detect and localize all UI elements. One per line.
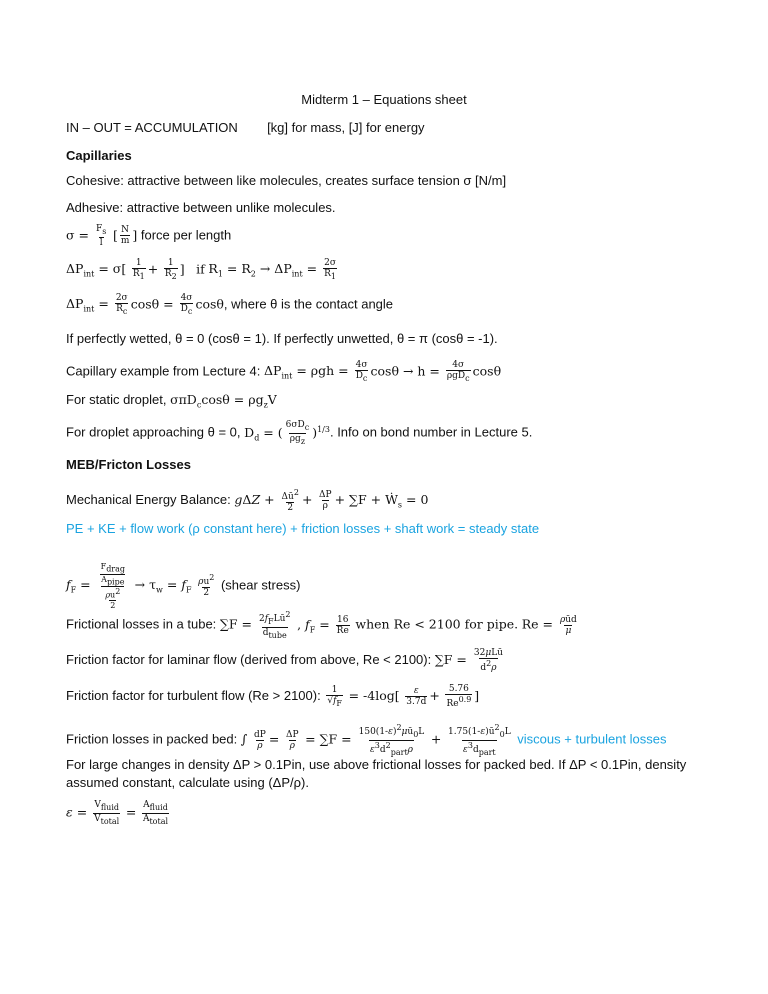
tube-label: Frictional losses in a tube:: [66, 616, 217, 632]
droplet-approach-label: For droplet approaching θ = 0,: [66, 424, 241, 440]
laminar-friction: Friction factor for laminar flow (derived from above, Re < 2100): ∑F = $\frac{\text{32μLū}}{d^2\rho}$: [66, 648, 503, 673]
meb-equation: Mechanical Energy Balance: gΔZ + $\frac{\Delta ū^2}{2}$ + $\frac{\Delta P}{\rho}$ + ∑F + Ẇ$_s$ = 0: [66, 488, 429, 513]
droplet-approach: For droplet approaching θ = 0, $D_d$ = ( $\frac{6\sigma D_c}{\rho g_z}$ )$^{1/3}$. Info on bond number in Lecture 5.: [66, 420, 533, 446]
adhesive-text: Adhesive: attractive between unlike molecules.: [66, 200, 336, 215]
packed-label: Friction losses in packed bed:: [66, 731, 238, 747]
dp-contact-equation: $\Delta P_{int}$ = $\frac{2\sigma}{R_c}$ cosθ = $\frac{4\sigma}{D_c}$ cosθ, where θ is the contact angle: [66, 293, 394, 316]
units-text: [kg] for mass, [J] for energy: [267, 120, 425, 135]
sigma-equation: σ = $\frac{F_s}{l}$ [ $\frac{N}{m}$ ] force per length: [66, 224, 232, 248]
sigma-note: force per length: [140, 227, 232, 243]
capillaries-heading: Capillaries: [66, 148, 132, 163]
balance-text: IN – OUT = ACCUMULATION: [66, 120, 238, 135]
bond-note: . Info on bond number in Lecture 5.: [329, 424, 533, 440]
tube-when: when Re < 2100 for pipe.: [355, 616, 519, 632]
meb-label: Mechanical Energy Balance:: [66, 491, 231, 507]
page-title: Midterm 1 – Equations sheet: [301, 92, 467, 107]
meb-note: PE + KE + flow work (ρ constant here) + friction losses + shaft work = steady state: [66, 521, 540, 536]
porosity-equation: ε = $\frac{V_{fluid}}{V_{total}}$ = $\frac{A_{fluid}}{A_{total}}$: [66, 800, 169, 826]
friction-factor-def: $f_F$ = $\frac{\frac{F_{drag}}{A_{pipe}}}{\frac{\rho u^2}{2}}$ → $\tau_w = f_F$ $\frac{\rho u^2}{2}$ (shear stress): [66, 562, 301, 610]
laminar-label: Friction factor for laminar flow (derived from above, Re < 2100):: [66, 651, 432, 667]
contact-note: , where θ is the contact angle: [223, 296, 394, 312]
tube-losses: Frictional losses in a tube: ∑F = $\frac{2f_FLū^2}{d_{tube}}$ , $f_F$ = $\frac{16}{Re}$ when Re < 2100 for pipe. Re = $\frac{\text{ρūd}}{\mu}$: [66, 610, 577, 640]
cohesive-text: Cohesive: attractive between like molecules, creates surface tension σ [N/m]: [66, 173, 507, 188]
density-line-2: assumed constant, calculate using (ΔP/ρ).: [66, 775, 309, 790]
turbulent-friction: Friction factor for turbulent flow (Re > 2100): $\frac{1}{√f_F}$ = -4log[ $\frac{\varepsilon}{3.7d}$ + $\frac{5.76}{Re^{0.9}}$ ]: [66, 684, 480, 709]
static-droplet: For static droplet, $\sigma\pi D_c\cos\theta = \rho g_zV$: [66, 392, 277, 410]
shear-note: (shear stress): [220, 577, 301, 593]
density-line-1: For large changes in density ΔP > 0.1Pin, use above frictional losses for packed bed. If ΔP < 0.1Pin, density: [66, 757, 687, 772]
packed-bed: Friction losses in packed bed: ∫ $\frac{dP}{\rho}$ = $\frac{\Delta P}{\rho}$ = ∑F = $\frac{150(1-\varepsilon)^2\mu ū_0L}{\varepsilon^3d^2_{part}\rho}$ + $\frac{1.75(1-\varepsilon)ū^2_0L}{\varepsilon^3d_{part}}$ viscous + turbulent losses: [66, 723, 667, 757]
capillary-example: Capillary example from Lecture 4: $\Delta P_{int} = \rho gh$ = $\frac{4\sigma}{D_c}$ cosθ → h = $\frac{4\sigma}{\rho gD_c}$ cosθ: [66, 360, 502, 383]
turbulent-label: Friction factor for turbulent flow (Re > 2100):: [66, 687, 321, 703]
static-droplet-label: For static droplet,: [66, 392, 167, 407]
wetting-text: If perfectly wetted, θ = 0 (cosθ = 1). If perfectly unwetted, θ = π (cosθ = -1).: [66, 331, 498, 346]
io-line: [66, 120, 425, 136]
dp-if-word: if: [196, 261, 205, 277]
dp-int-equation: $\Delta P_{int} = \sigma$[ $\frac{1}{R_1}$ + $\frac{1}{R_2}$ ] if $R_1 = R_2 \to \Delta P_{int}$ = $\frac{2\sigma}{R_1}$: [66, 258, 336, 281]
cap-example-label: Capillary example from Lecture 4:: [66, 363, 261, 379]
meb-heading: MEB/Fricton Losses: [66, 457, 191, 472]
packed-note: viscous + turbulent losses: [517, 731, 667, 747]
